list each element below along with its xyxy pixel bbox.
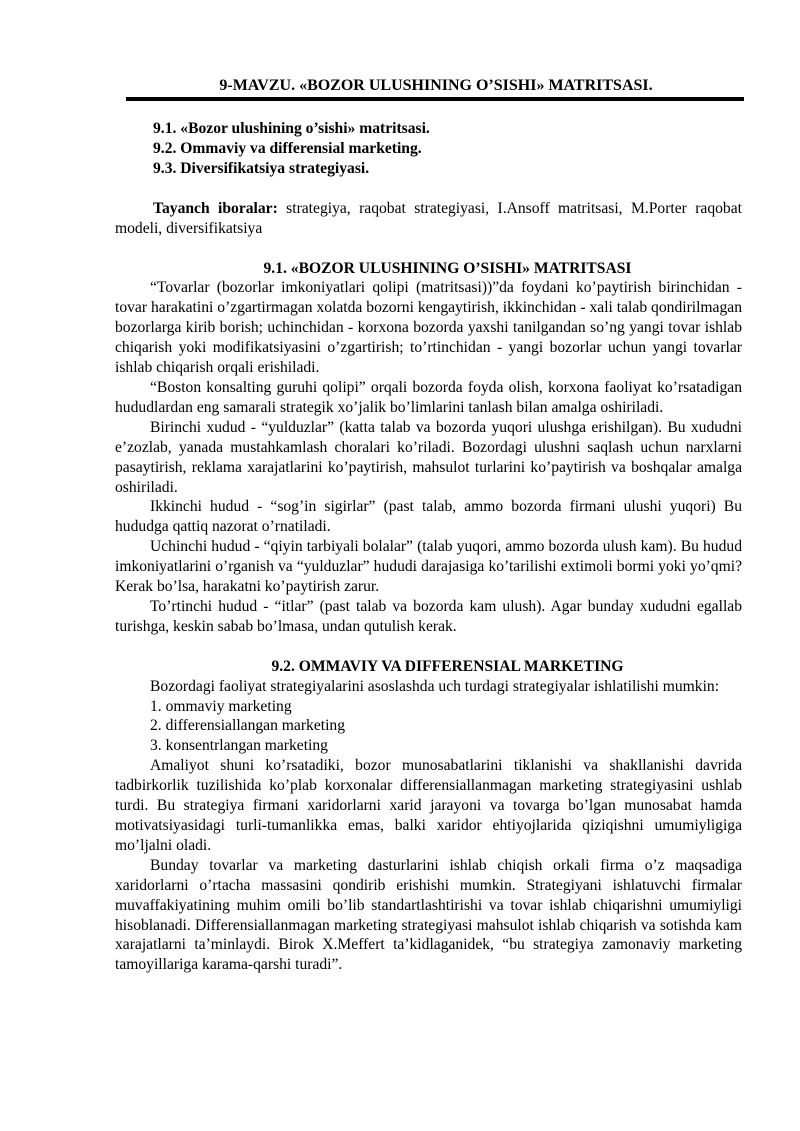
list-item: 2. differensiallangan marketing xyxy=(150,717,345,735)
table-of-contents xyxy=(115,119,742,179)
paragraph: Amaliyot shuni ko’rsatadiki, bozor munosabatlarini tiklanishi va shakllanishi davrida tadbirkorlik tuzilishida ko’plab korxonalar differensiallanmagan marketing strategiyasini ushlab turdi. Bu strategiya firmani xaridorlarni xarid jarayoni va tovarga bo’lgan munosabat hamda motivatsiyasidagi turli-tumanlikka emas, balki xaridor ehtiyojlarida qiziqishni umumiyligiga mo’ljalni oladi. xyxy=(115,757,742,854)
keywords-label: Tayanch iboralar: xyxy=(153,199,278,217)
paragraph: Bunday tovarlar va marketing dasturlarini ishlab chiqish orkali firma o’z maqsadiga xaridorlarni o’rtacha massasini qondirib erishishi mumkin. Strategiyani ishlatuvchi firmalar muvaffakiyatining muhim omili bo’lib standartlashtirishi va tovar ishlab chiqarishni umumiyligi hisoblanadi. Differensiallanmagan marketing strategiyasi mahsulot ishlab chiqarish va sotishda kam xarajatlarni ta’minlaydi. Birok X.Meffert ta’kidlaganidek, “bu strategiya zamonaviy marketing tamoyillariga karama-qarshi turadi”. xyxy=(115,856,742,974)
keywords-paragraph xyxy=(115,199,742,239)
paragraph: To’rtinchi hudud - “itlar” (past talab va bozorda kam ulush). Agar bunday xududni egallab turishga, keskin sabab bo’lmasa, undan qutulish kerak. xyxy=(115,597,742,635)
document-body xyxy=(115,119,742,975)
page-title: 9-MAVZU. «BOZOR ULUSHINING O’SISHI» MATRITSASI. xyxy=(219,77,653,94)
keywords-text: strategiya, raqobat strategiyasi, I.Ansoff matritsasi, M.Porter raqobat modeli, diversifikatsiya xyxy=(115,199,742,237)
section-heading: 9.2. OMMAVIY VA DIFFERENSIAL MARKETING xyxy=(271,657,624,675)
paragraph: Bozordagi faoliyat strategiyalarini asoslashda uch turdagi strategiyalar ishlatilishi mumkin: xyxy=(150,677,720,695)
paragraph: Birinchi xudud - “yulduzlar” (katta talab va bozorda yuqori ulushga erishilgan). Bu xududni e’zozlab, yanada mustahkamlash choralari ko’riladi. Bozordagi ulushni saqlash uchun narxlarni pasaytirish, reklama xarajatlarini ko’paytirish, mahsulot turlarini ko’paytirish va boshqalar amalga oshiriladi. xyxy=(115,418,742,496)
toc-item: 9.2. Ommaviy va differensial marketing. xyxy=(153,139,422,157)
list-item: 1. ommaviy marketing xyxy=(150,697,292,715)
paragraph: Uchinchi hudud - “qiyin tarbiyali bolalar” (talab yuqori, ammo bozorda ulush kam). Bu hudud imkoniyatlarini o’rganish va “yulduzlar” hududi darajasiga ko’tarilishi extimoli bormi yoki yo’qmi? Kerak bo’lsa, harakatni ko’paytirish zarur. xyxy=(115,538,742,596)
section-heading: 9.1. «BOZOR ULUSHINING O’SISHI» MATRITSASI xyxy=(263,259,632,277)
toc-item: 9.1. «Bozor ulushining o’sishi» matritsasi. xyxy=(153,120,430,137)
paragraph: “Boston konsalting guruhi qolipi” orqali bozorda foyda olish, korxona faoliyat ko’rsatadigan hududlardan eng samarali strategik xo’jalik bo’limlarini tanlash bilan amalga oshiriladi. xyxy=(115,378,742,416)
toc-item: 9.3. Diversifikatsiya strategiyasi. xyxy=(153,159,370,177)
title-underline xyxy=(126,97,744,101)
numbered-list xyxy=(115,697,742,757)
paragraph: “Tovarlar (bozorlar imkoniyatlari qolipi (matritsasi))”da foydani ko’paytirish birinchidan -tovar harakatini o’zgartirmagan xolatda bozorni kengaytirish, ikkinchidan - xali talab qondirilmagan bozorlarga kirib borish; uchinchidan - korxona bozorda yaxshi tanilgandan so’ng yangi tovar ishlab chiqarish yoki modifikatsiyasini o’zgartirish; to’rtinchidan - yangi bozorlar uchun yangi tovarlar ishlab chiqarish orqali erishiladi. xyxy=(115,279,742,377)
list-item: 3. konsentrlangan marketing xyxy=(150,737,328,755)
paragraph: Ikkinchi hudud - “sog’in sigirlar” (past talab, ammo bozorda firmani ulushi yuqori) Bu hududga qattiq nazorat o’rnatiladi. xyxy=(115,498,742,536)
